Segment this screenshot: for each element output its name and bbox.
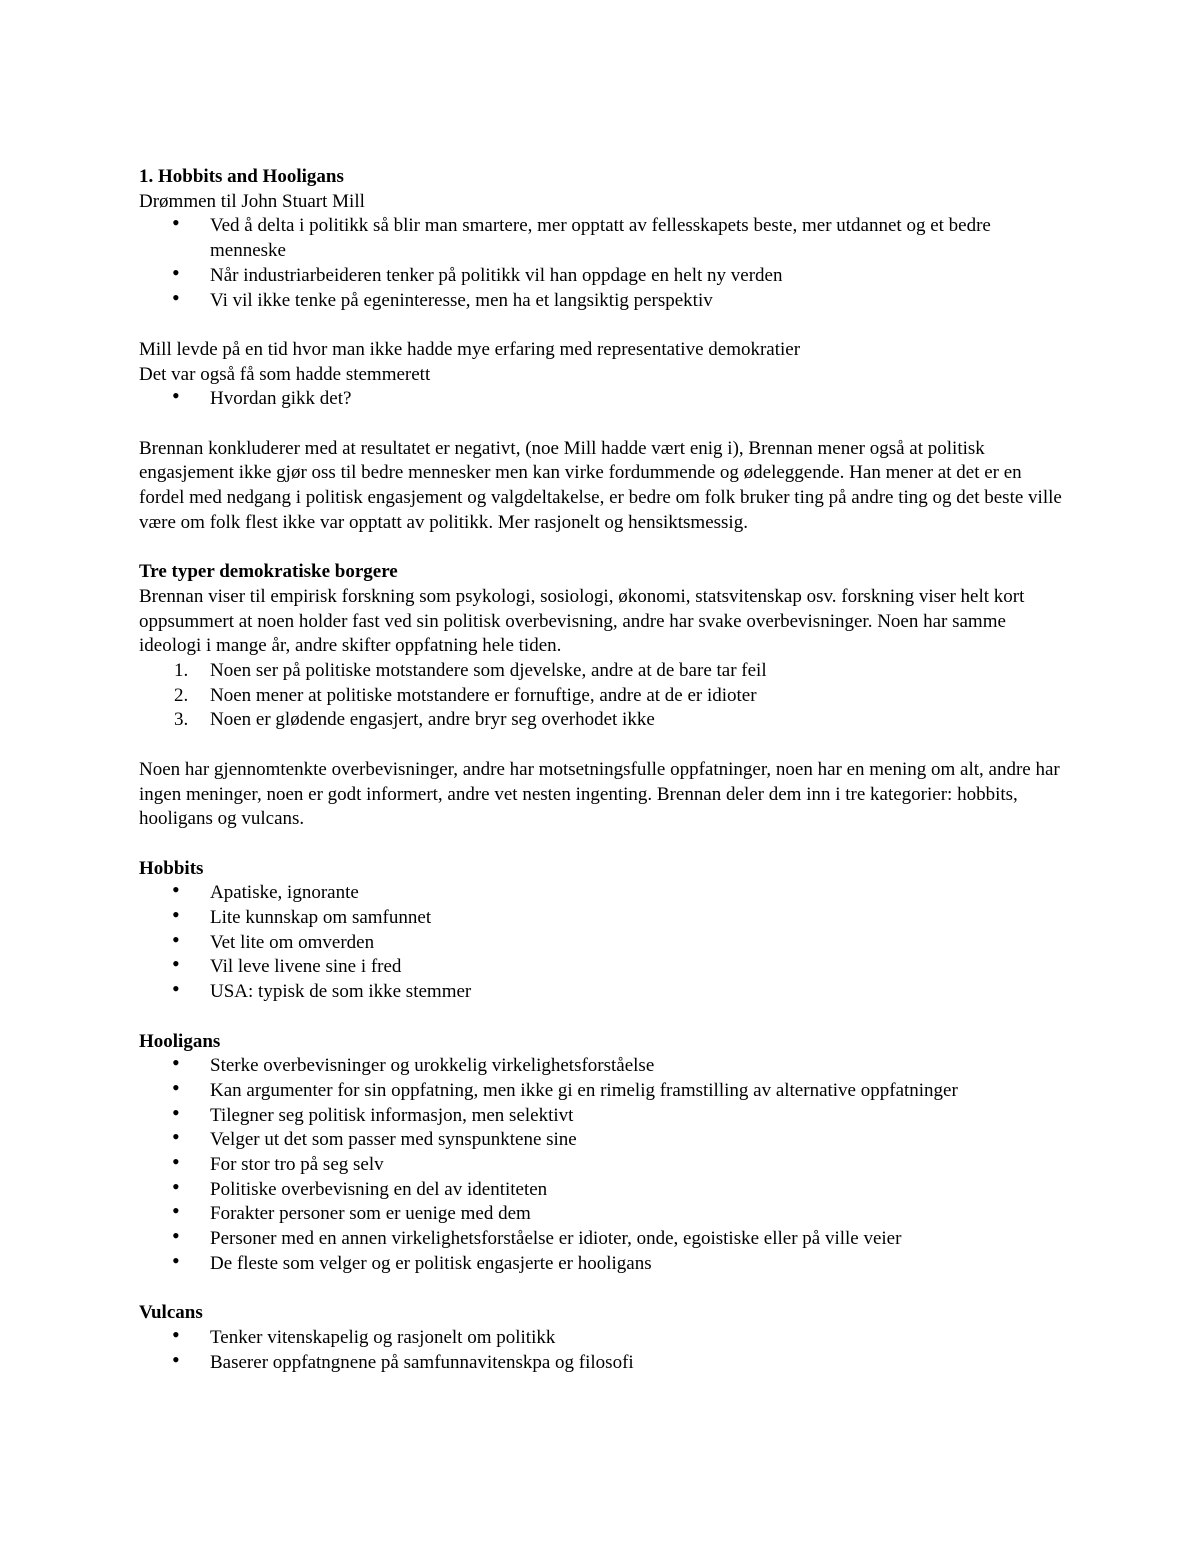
list-item: • Sterke overbevisninger og urokkelig virkelighetsforståelse <box>139 1054 1069 1079</box>
list-item: • Tenker vitenskapelig og rasjonelt om politikk <box>139 1326 1069 1351</box>
list-item: • Vil leve livene sine i fred <box>139 955 1069 980</box>
list-item: • Tilegner seg politisk informasjon, men selektivt <box>139 1104 1069 1129</box>
list-item: • Lite kunnskap om samfunnet <box>139 906 1069 931</box>
numbered-list <box>139 659 1069 733</box>
intro-line: Drømmen til John Stuart Mill <box>139 190 365 212</box>
list-item: • Baserer oppfatngnene på samfunnavitenskpa og filosofi <box>139 1351 1069 1376</box>
paragraph-line: Det var også få som hadde stemmerett <box>139 363 431 385</box>
numbered-item <box>139 659 1069 684</box>
subheading-hobbits: Hobbits <box>139 857 204 879</box>
list-item: • Apatiske, ignorante <box>139 881 1069 906</box>
tre-typer-paragraph: Brennan viser til empirisk forskning som psykologi, sosiologi, økonomi, statsvitenskap osv. forskning viser helt kort oppsummert at noen holder fast ved sin politisk overbevisning, andre har svake overbevisninger. Noen har samme ideologi i mange år, andre skifter oppfatning hele tiden. <box>139 585 1025 657</box>
list-item: • Ved å delta i politikk så blir man smartere, mer opptatt av fellesskapets beste, mer utdannet og et bedre menneske <box>139 214 1069 263</box>
subheading-vulcans: Vulcans <box>139 1302 203 1324</box>
list-item: • Politiske overbevisning en del av identiteten <box>139 1178 1069 1203</box>
list-item: • Velger ut det som passer med synspunktene sine <box>139 1128 1069 1153</box>
hooligans-list <box>139 1054 1069 1276</box>
item-text: Noen mener at politiske motstandere er fornuftige, andre at de er idioter <box>210 684 757 706</box>
numbered-item <box>139 708 1069 733</box>
numbered-item <box>139 684 1069 709</box>
list-item: • For stor tro på seg selv <box>139 1153 1069 1178</box>
list-item: • Vet lite om omverden <box>139 931 1069 956</box>
document-page <box>139 165 1069 1375</box>
item-text: Noen ser på politiske motstandere som djevelske, andre at de bare tar feil <box>210 660 767 682</box>
list-item: • Når industriarbeideren tenker på politikk vil han oppdage en helt ny verden <box>139 264 1069 289</box>
subheading-hooligans: Hooligans <box>139 1030 221 1052</box>
item-number: 3. <box>174 709 189 731</box>
vulcans-list <box>139 1326 1069 1375</box>
categories-paragraph: Noen har gjennomtenkte overbevisninger, andre har motsetningsfulle oppfatninger, noen har en mening om alt, andre har ingen meninger, noen er godt informert, andre vet nesten ingenting. Brennan deler dem inn i tre kategorier: hobbits, hooligans og vulcans. <box>139 758 1060 830</box>
subheading-tre-typer: Tre typer demokratiske borgere <box>139 561 398 583</box>
list-item: • Forakter personer som er uenige med dem <box>139 1202 1069 1227</box>
list-item: • USA: typisk de som ikke stemmer <box>139 980 1069 1005</box>
hobbits-list <box>139 881 1069 1005</box>
paragraph-line: Mill levde på en tid hvor man ikke hadde mye erfaring med representative demokratier <box>139 338 801 360</box>
mill-question-list <box>139 387 1069 412</box>
section-heading: 1. Hobbits and Hooligans <box>139 166 344 187</box>
list-item: • Vi vil ikke tenke på egeninteresse, men ha et langsiktig perspektiv <box>139 289 1069 314</box>
list-item: • De fleste som velger og er politisk engasjerte er hooligans <box>139 1252 1069 1277</box>
item-number: 2. <box>174 684 189 706</box>
item-text: Noen er glødende engasjert, andre bryr seg overhodet ikke <box>210 709 655 731</box>
mill-dream-list <box>139 214 1069 313</box>
list-item: • Hvordan gikk det? <box>139 387 1069 412</box>
brennan-paragraph: Brennan konkluderer med at resultatet er negativt, (noe Mill hadde vært enig i), Brennan mener også at politisk engasjement ikke gjør oss til bedre mennesker men kan virke fordummende og ødeleggende. Han mener at det er en fordel med nedgang i politisk engasjement og valgdeltakelse, er bedre om folk bruker ting på andre ting og det beste ville være om folk flest ikke var opptatt av politikk. Mer rasjonelt og hensiktsmessig. <box>139 437 1062 533</box>
list-item: • Kan argumenter for sin oppfatning, men ikke gi en rimelig framstilling av alternative oppfatninger <box>139 1079 1069 1104</box>
list-item: • Personer med en annen virkelighetsforståelse er idioter, onde, egoistiske eller på ville veier <box>139 1227 1069 1252</box>
item-number: 1. <box>174 660 189 682</box>
